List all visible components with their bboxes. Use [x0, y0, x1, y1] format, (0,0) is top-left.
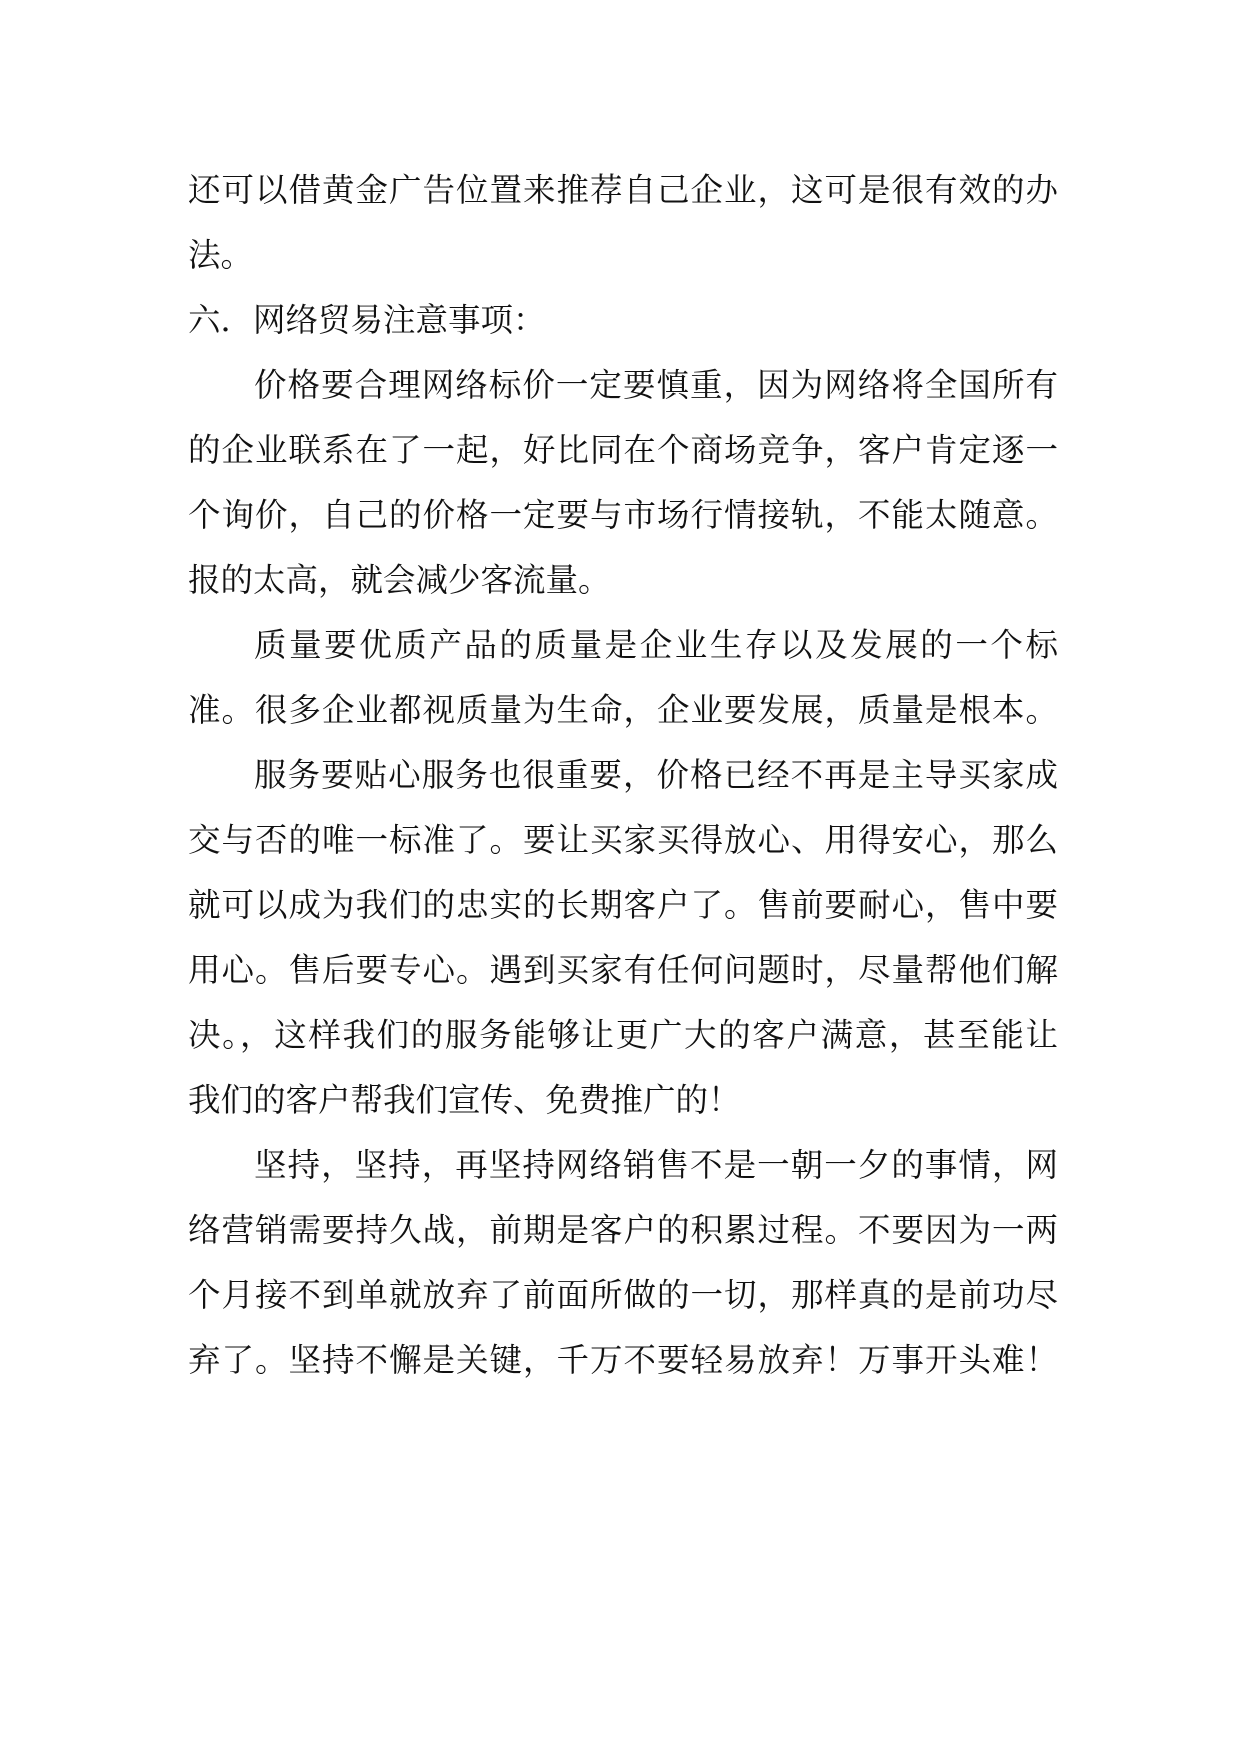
paragraph-start-line: 服务要贴心服务也很重要，价格已经不再是主导买家成 [254, 756, 1058, 794]
text-line: 个月接不到单就放弃了前面所做的一切，那样真的是前功尽 [188, 1276, 1058, 1314]
text-line: 决。，这样我们的服务能够让更广大的客户满意，甚至能让 [188, 1016, 1058, 1054]
text-line: 络营销需要持久战，前期是客户的积累过程。不要因为一两 [188, 1211, 1058, 1249]
text-line: 法。 [188, 236, 254, 274]
paragraph-start-line: 坚持，坚持，再坚持网络销售不是一朝一夕的事情，网 [254, 1146, 1058, 1184]
text-line: 用心。售后要专心。遇到买家有任何问题时，尽量帮他们解 [188, 951, 1058, 989]
text-line: 弃了。坚持不懈是关键，千万不要轻易放弃！万事开头难！ [188, 1341, 1058, 1379]
text-line: 个询价，自己的价格一定要与市场行情接轨，不能太随意。 [188, 496, 1058, 534]
text-line: 准。很多企业都视质量为生命，企业要发展，质量是根本。 [188, 691, 1058, 729]
document-body [188, 158, 1058, 1393]
section-heading: 六．网络贸易注意事项： [188, 301, 546, 339]
paragraph-start-line: 质量要优质产品的质量是企业生存以及发展的一个标 [254, 626, 1058, 664]
text-line: 交与否的唯一标准了。要让买家买得放心、用得安心，那么 [188, 821, 1058, 859]
paragraph-start-line: 价格要合理网络标价一定要慎重，因为网络将全国所有 [254, 366, 1058, 404]
text-line: 还可以借黄金广告位置来推荐自己企业，这可是很有效的办 [188, 171, 1058, 209]
text-line: 的企业联系在了一起，好比同在个商场竞争，客户肯定逐一 [188, 431, 1058, 469]
text-line: 我们的客户帮我们宣传、免费推广的！ [188, 1081, 741, 1119]
text-line: 报的太高，就会减少客流量。 [188, 561, 611, 599]
text-line: 就可以成为我们的忠实的长期客户了。售前要耐心，售中要 [188, 886, 1058, 924]
